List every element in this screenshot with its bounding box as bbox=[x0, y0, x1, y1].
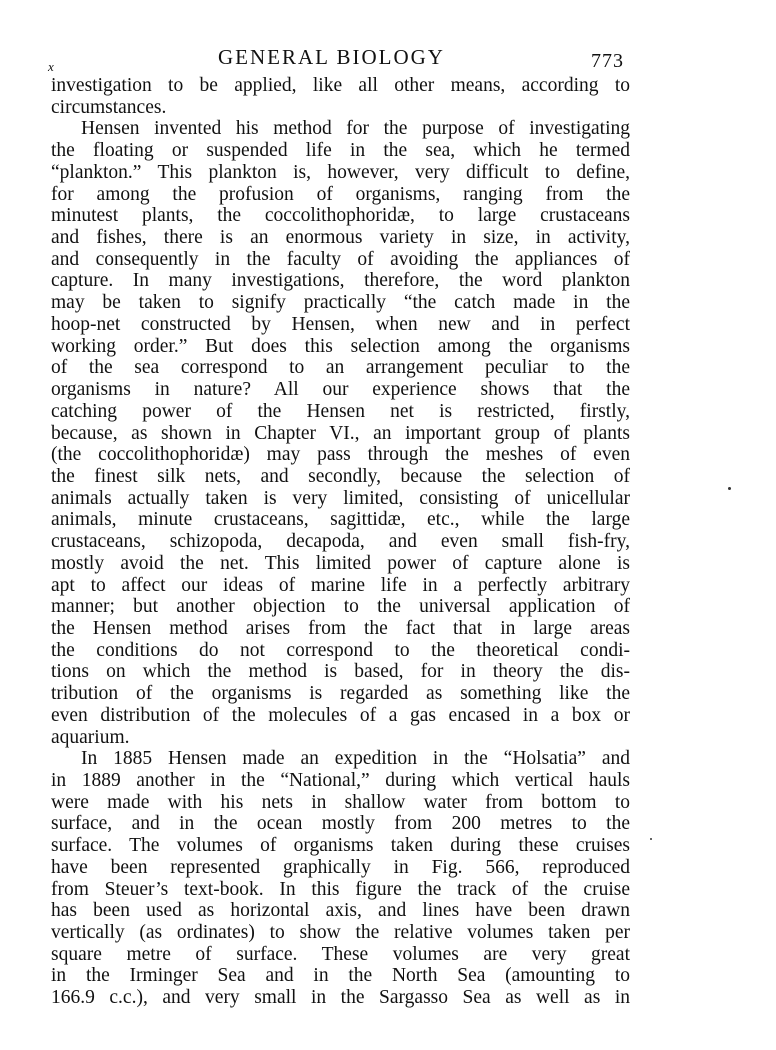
body-text bbox=[51, 75, 630, 1009]
text-line: for among the profusion of organisms, ranging from the bbox=[51, 183, 630, 205]
text-line: in 1889 another in the “National,” during which vertical hauls bbox=[51, 770, 630, 791]
text-line: (the coccolithophoridæ) may pass through the meshes of even bbox=[51, 444, 630, 466]
text-line: tribution of the organisms is regarded as something like the bbox=[51, 683, 630, 705]
margin-speck bbox=[650, 838, 652, 840]
text-line: square metre of surface. These volumes are very great bbox=[51, 943, 630, 965]
margin-speck bbox=[728, 487, 731, 490]
text-line: organisms in nature? All our experience shows that the bbox=[51, 379, 630, 401]
text-line: Hensen invented his method for the purpose of investigating bbox=[81, 118, 630, 140]
text-line: capture. In many investigations, therefore, the word plankton bbox=[51, 270, 630, 292]
text-line: were made with his nets in shallow water from bottom to bbox=[51, 791, 630, 813]
text-line: and consequently in the faculty of avoiding the appliances of bbox=[51, 248, 630, 270]
text-line: 166.9 c.c.), and very small in the Sargasso Sea as well as in bbox=[51, 987, 630, 1009]
signature-mark: x bbox=[48, 59, 54, 74]
text-line: may be taken to signify practically “the catch made in the bbox=[51, 292, 630, 314]
text-line: surface. The volumes of organisms taken during these cruises bbox=[51, 835, 630, 857]
text-line: in the Irminger Sea and in the North Sea (amounting to bbox=[51, 965, 630, 987]
text-line: vertically (as ordinates) to show the relative volumes taken per bbox=[51, 922, 630, 944]
text-line: In 1885 Hensen made an expedition in the “Holsatia” and bbox=[81, 748, 630, 770]
text-line: aquarium. bbox=[51, 726, 130, 748]
text-line: hoop-net constructed by Hensen, when new and in perfect bbox=[51, 313, 630, 335]
text-line: “plankton.” This plankton is, however, very difficult to define, bbox=[51, 161, 630, 183]
running-head: GENERAL BIOLOGY bbox=[218, 45, 445, 69]
text-line: investigation to be applied, like all other means, according to bbox=[51, 75, 630, 96]
page-number: 773 bbox=[591, 50, 624, 72]
text-line: the Hensen method arises from the fact that in large areas bbox=[51, 617, 630, 639]
text-line: mostly avoid the net. This limited power of capture alone is bbox=[51, 552, 630, 574]
text-line: catching power of the Hensen net is restricted, firstly, bbox=[51, 400, 630, 422]
text-line: the floating or suspended life in the sea, which he termed bbox=[51, 140, 630, 162]
text-line: has been used as horizontal axis, and lines have been drawn bbox=[51, 900, 630, 922]
text-line: animals, minute crustaceans, sagittidæ, etc., while the large bbox=[51, 509, 630, 531]
text-line: tions on which the method is based, for in theory the dis- bbox=[51, 661, 630, 683]
text-line: crustaceans, schizopoda, decapoda, and even small fish-fry, bbox=[51, 531, 630, 553]
text-line: circumstances. bbox=[51, 96, 167, 118]
text-line: from Steuer’s text-book. In this figure the track of the cruise bbox=[51, 878, 630, 900]
text-line: because, as shown in Chapter VI., an important group of plants bbox=[51, 422, 630, 444]
text-line: apt to affect our ideas of marine life in a perfectly arbitrary bbox=[51, 574, 630, 596]
text-line: working order.” But does this selection among the organisms bbox=[51, 335, 630, 357]
text-line: the conditions do not correspond to the theoretical condi- bbox=[51, 639, 630, 661]
text-line: of the sea correspond to an arrangement peculiar to the bbox=[51, 357, 630, 379]
text-line: have been represented graphically in Fig. 566, reproduced bbox=[51, 856, 630, 878]
text-line: minutest plants, the coccolithophoridæ, to large crustaceans bbox=[51, 205, 630, 227]
text-line: animals actually taken is very limited, consisting of unicellular bbox=[51, 487, 630, 509]
text-line: the finest silk nets, and secondly, because the selection of bbox=[51, 465, 630, 487]
text-line: manner; but another objection to the universal application of bbox=[51, 596, 630, 618]
text-line: surface, and in the ocean mostly from 200 metres to the bbox=[51, 813, 630, 835]
text-line: even distribution of the molecules of a gas encased in a box or bbox=[51, 704, 630, 726]
text-line: and fishes, there is an enormous variety in size, in activity, bbox=[51, 227, 630, 249]
